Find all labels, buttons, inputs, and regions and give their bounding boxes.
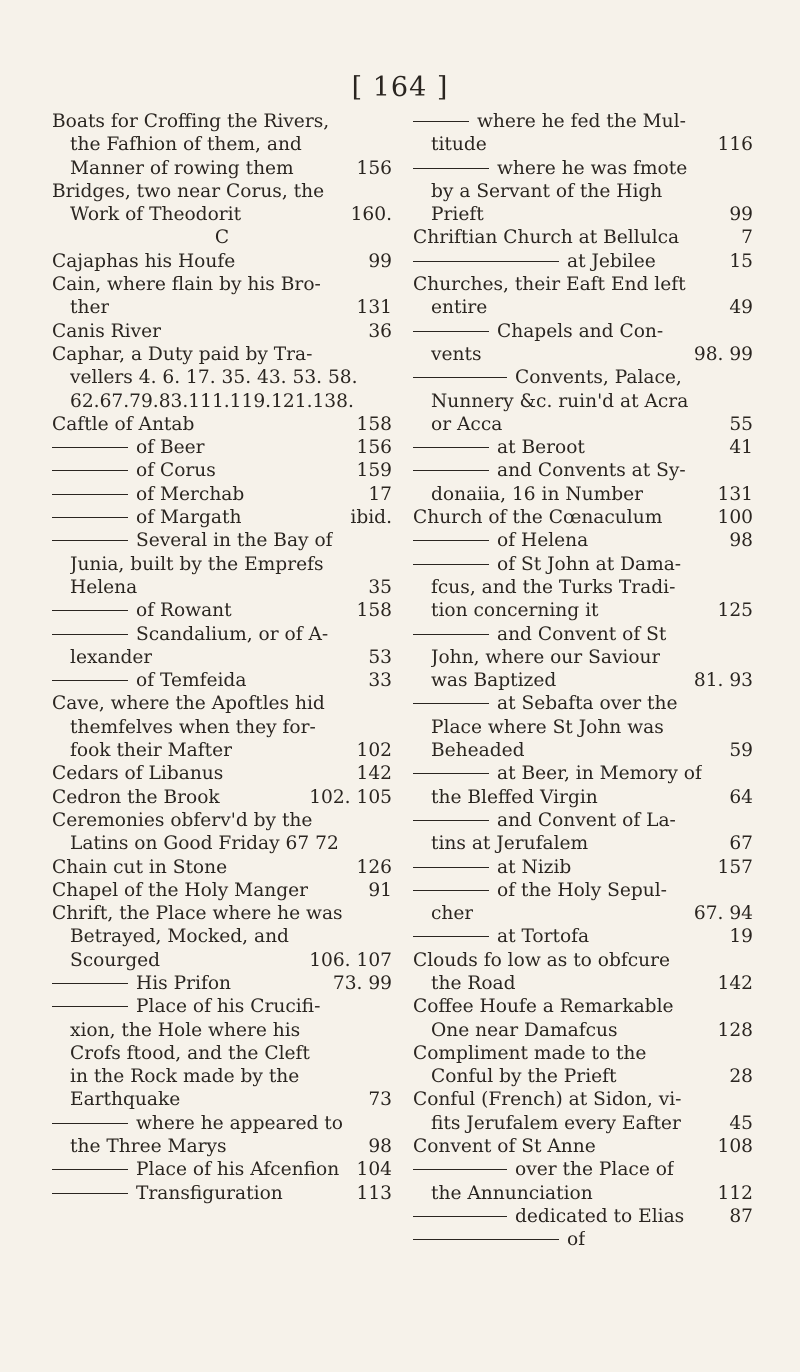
ditto-dash — [52, 470, 128, 471]
ditto-dash — [52, 1123, 128, 1124]
entry-text: fits Jerufalem every Eafter — [431, 1112, 681, 1134]
entry-text: Chriftian Church at Bellulca — [413, 227, 680, 249]
page-reference: 36 — [368, 320, 392, 342]
page-reference: 17 — [368, 483, 392, 505]
page-reference: 49 — [729, 297, 753, 319]
index-column-right — [413, 110, 753, 1252]
page-reference: 104 — [356, 1159, 392, 1181]
index-entry-line — [413, 506, 753, 529]
index-entry-line — [52, 925, 392, 948]
index-entry-line — [52, 692, 392, 715]
index-entry-line — [413, 296, 753, 319]
entry-text: Canis River — [52, 320, 162, 342]
entry-text: Helena — [70, 576, 138, 598]
index-entry-line — [413, 995, 753, 1018]
entry-text: John, where our Saviour — [431, 646, 661, 668]
index-entry-line — [52, 413, 392, 436]
page-reference: 158 — [356, 600, 392, 622]
entry-text: lexander — [70, 646, 153, 668]
ditto-dash — [413, 564, 489, 565]
entry-text: Caftle of Antab — [52, 413, 195, 435]
entry-text: cher — [431, 903, 474, 925]
index-entry-line — [52, 343, 392, 366]
index-entry-line — [413, 529, 753, 552]
index-entry-line — [52, 1158, 392, 1181]
page-reference: 73. 99 — [332, 972, 392, 994]
entry-text: Caphar, a Duty paid by Tra- — [52, 343, 313, 365]
index-entry-line — [52, 669, 392, 692]
entry-text: the Three Marys — [70, 1136, 227, 1158]
entry-text: in the Rock made by the — [70, 1066, 300, 1088]
ditto-dash — [413, 890, 489, 891]
entry-text: vellers 4. 6. 17. 35. 43. 53. 58. — [70, 367, 358, 389]
entry-text: fook their Mafter — [70, 740, 233, 762]
entry-text: Transfiguration — [136, 1182, 283, 1204]
index-entry-line — [413, 972, 753, 995]
index-entry-line — [52, 902, 392, 925]
page-reference: ibid. — [350, 507, 392, 529]
entry-text: ther — [70, 297, 110, 319]
entry-text: at Beroot — [497, 437, 585, 459]
entry-text: at Sebafta over the — [497, 693, 678, 715]
page-reference: 98 — [729, 530, 753, 552]
page-reference: 41 — [729, 437, 753, 459]
ditto-dash — [413, 261, 559, 262]
entry-text: Cedars of Libanus — [52, 763, 224, 785]
entry-text: Cain, where flain by his Bro- — [52, 274, 321, 296]
ditto-dash — [52, 983, 128, 984]
entry-text: of St John at Dama- — [497, 553, 682, 575]
entry-text: and Convent of La- — [497, 809, 676, 831]
page-reference: 116 — [717, 134, 753, 156]
page-reference: 156 — [356, 157, 392, 179]
index-entry-line — [52, 972, 392, 995]
entry-text: of Merchab — [136, 483, 245, 505]
index-entry-line — [413, 1182, 753, 1205]
index-entry-line — [413, 273, 753, 296]
index-entry-line — [413, 250, 753, 273]
entry-text: of the Holy Sepul- — [497, 879, 667, 901]
entry-text: dedicated to Elias — [515, 1205, 685, 1227]
entry-text: Junia, built by the Emprefs — [70, 553, 324, 575]
ditto-dash — [413, 168, 489, 169]
index-entry-line — [52, 553, 392, 576]
index-entry-line — [52, 879, 392, 902]
page-reference: 159 — [356, 460, 392, 482]
page-reference: 142 — [356, 763, 392, 785]
index-entry-line — [52, 459, 392, 482]
ditto-dash — [52, 610, 128, 611]
entry-text: His Prifon — [136, 972, 232, 994]
entry-text: Crofs ftood, and the Cleft — [70, 1042, 310, 1064]
ditto-dash — [413, 867, 489, 868]
page-number: [ 164 ] — [351, 72, 449, 103]
entry-text: 62.67.79.83.111.119.121.138. — [70, 390, 354, 412]
ditto-dash — [52, 540, 128, 541]
entry-text: Convent of St Anne — [413, 1136, 596, 1158]
index-entry-line — [413, 343, 753, 366]
page-reference: 55 — [729, 413, 753, 435]
ditto-dash — [413, 331, 489, 332]
index-entry-line — [52, 599, 392, 622]
entry-text: C — [214, 227, 230, 249]
index-entry-line — [52, 203, 392, 226]
index-entry-line — [52, 949, 392, 972]
entry-text: Latins on Good Friday 67 72 — [70, 833, 339, 855]
entry-text: Scandalium, or of A- — [136, 623, 329, 645]
page-reference: 64 — [729, 786, 753, 808]
index-entry-line — [52, 180, 392, 203]
entry-text: xion, the Hole where his — [70, 1019, 301, 1041]
index-entry-line — [52, 1019, 392, 1042]
entry-text: of Corus — [136, 460, 216, 482]
index-entry-line — [52, 786, 392, 809]
ditto-dash — [413, 1216, 507, 1217]
index-entry-line — [413, 949, 753, 972]
entry-text: Conful by the Prieft — [431, 1066, 617, 1088]
index-entry-line — [52, 506, 392, 529]
entry-text: the Road — [431, 972, 516, 994]
ditto-dash — [413, 936, 489, 937]
index-entry-line — [413, 902, 753, 925]
index-entry-line — [52, 762, 392, 785]
index-entry-line — [413, 1088, 753, 1111]
entry-text: and Convents at Sy- — [497, 460, 686, 482]
index-entry-line — [413, 925, 753, 948]
index-entry-line — [413, 413, 753, 436]
page-reference: 35 — [368, 576, 392, 598]
entry-text: where he appeared to — [136, 1112, 343, 1134]
entry-text: and Convent of St — [497, 623, 667, 645]
index-entry-line — [413, 436, 753, 459]
index-entry-line — [52, 436, 392, 459]
index-entry-line — [413, 716, 753, 739]
entry-text: donaiia, 16 in Number — [431, 483, 644, 505]
entry-text: Beheaded — [431, 740, 525, 762]
index-entry-line — [413, 459, 753, 482]
ditto-dash — [52, 1169, 128, 1170]
index-entry-line — [52, 273, 392, 296]
index-entry-line — [52, 250, 392, 273]
page-reference: 98 — [368, 1136, 392, 1158]
entry-text: at Tortofa — [497, 926, 590, 948]
index-entry-line — [52, 366, 392, 389]
entry-text: of Helena — [497, 530, 589, 552]
index-entry-line — [413, 576, 753, 599]
index-entry-line — [413, 1042, 753, 1065]
page-reference: 59 — [729, 740, 753, 762]
entry-text: Chain cut in Stone — [52, 856, 228, 878]
index-entry-line — [52, 320, 392, 343]
index-entry-line — [52, 133, 392, 156]
index-entry-line — [413, 879, 753, 902]
ditto-dash — [52, 447, 128, 448]
page-reference: 106. 107 — [309, 949, 392, 971]
entry-text: at Jebilee — [567, 250, 656, 272]
entry-text: of Rowant — [136, 600, 232, 622]
ditto-dash — [413, 470, 489, 471]
entry-text: Scourged — [70, 949, 161, 971]
entry-text: Several in the Bay of — [136, 530, 333, 552]
index-entry-line — [413, 762, 753, 785]
page-reference: 87 — [729, 1205, 753, 1227]
ditto-dash — [413, 447, 489, 448]
entry-text: the Bleffed Virgin — [431, 786, 598, 808]
entry-text: Work of Theodorit — [70, 204, 242, 226]
entry-text: Church of the Cœnaculum — [413, 507, 663, 529]
index-entry-line — [413, 1135, 753, 1158]
index-entry-line — [413, 226, 753, 249]
entry-text: Earthquake — [70, 1089, 181, 1111]
entry-text: Cajaphas his Houfe — [52, 250, 236, 272]
entry-text: Cave, where the Apoftles hid — [52, 693, 325, 715]
index-entry-line — [413, 809, 753, 832]
entry-text: of Beer — [136, 437, 205, 459]
entry-text: Churches, their Eaft End left — [413, 274, 686, 296]
index-entry-line — [413, 203, 753, 226]
page-reference: 142 — [717, 972, 753, 994]
ditto-dash — [52, 680, 128, 681]
index-entry-line — [52, 623, 392, 646]
entry-text: Clouds fo low as to obfcure — [413, 949, 671, 971]
entry-text: where he was fmote — [497, 157, 688, 179]
entry-text: fcus, and the Turks Tradi- — [431, 576, 676, 598]
page-reference: 108 — [717, 1136, 753, 1158]
index-entry-line — [413, 133, 753, 156]
entry-text: entire — [431, 297, 488, 319]
ditto-dash — [413, 377, 507, 378]
index-entry-line — [52, 995, 392, 1018]
entry-text: Chrift, the Place where he was — [52, 903, 343, 925]
page-reference: 113 — [356, 1182, 392, 1204]
index-entry-line — [413, 692, 753, 715]
ditto-dash — [413, 820, 489, 821]
page-reference: 102 — [356, 740, 392, 762]
entry-text: Bridges, two near Corus, the — [52, 180, 325, 202]
index-entry-line — [413, 1158, 753, 1181]
entry-text: at Nizib — [497, 856, 572, 878]
entry-text: of — [567, 1229, 586, 1251]
index-entry-line — [413, 669, 753, 692]
entry-text: Prieft — [431, 204, 484, 226]
ditto-dash — [413, 121, 469, 122]
page-reference: 81. 93 — [693, 670, 753, 692]
index-entry-line — [413, 1228, 753, 1251]
entry-text: at Beer, in Memory of — [497, 763, 702, 785]
entry-text: or Acca — [431, 413, 503, 435]
index-entry-line — [413, 483, 753, 506]
page-reference: 157 — [717, 856, 753, 878]
ditto-dash — [413, 1169, 507, 1170]
index-entry-line — [413, 110, 753, 133]
entry-text: Betrayed, Mocked, and — [70, 926, 289, 948]
entry-text: Place of his Crucifi- — [136, 996, 321, 1018]
index-entry-line — [413, 856, 753, 879]
page-reference: 128 — [717, 1019, 753, 1041]
page-reference: 7 — [741, 227, 753, 249]
entry-text: of Temfeida — [136, 670, 247, 692]
index-entry-line — [52, 832, 392, 855]
index-entry-line — [413, 646, 753, 669]
entry-text: over the Place of — [515, 1159, 674, 1181]
entry-text: Convents, Palace, — [515, 367, 682, 389]
index-entry-line — [413, 1205, 753, 1228]
index-entry-line — [413, 157, 753, 180]
page-reference: 19 — [729, 926, 753, 948]
entry-text: Chapel of the Holy Manger — [52, 879, 309, 901]
index-entry-line — [413, 553, 753, 576]
entry-text: where he fed the Mul- — [477, 111, 686, 132]
index-entry-line — [413, 1112, 753, 1135]
entry-text: Chapels and Con- — [497, 320, 664, 342]
index-entry-line — [52, 739, 392, 762]
ditto-dash — [413, 773, 489, 774]
entry-text: One near Damafcus — [431, 1019, 618, 1041]
page-reference: 125 — [717, 600, 753, 622]
index-entry-line — [413, 832, 753, 855]
page-reference: 98. 99 — [693, 343, 753, 365]
ditto-dash — [52, 1006, 128, 1007]
index-entry-line — [52, 809, 392, 832]
page-reference: 158 — [356, 413, 392, 435]
page-reference: 100 — [717, 507, 753, 529]
index-entry-line — [52, 483, 392, 506]
ditto-dash — [413, 540, 489, 541]
page-reference: 102. 105 — [309, 786, 392, 808]
entry-text: Coffee Houfe a Remarkable — [413, 996, 674, 1018]
page-reference: 126 — [356, 856, 392, 878]
page-reference: 131 — [717, 483, 753, 505]
index-entry-line — [52, 157, 392, 180]
page-reference: 33 — [368, 670, 392, 692]
entry-text: Compliment made to the — [413, 1042, 647, 1064]
entry-text: titude — [431, 134, 487, 156]
page-reference: 160. — [350, 204, 392, 226]
ditto-dash — [413, 634, 489, 635]
entry-text: tion concerning it — [431, 600, 599, 622]
index-entry-line — [52, 1042, 392, 1065]
index-entry-line — [413, 180, 753, 203]
index-entry-line — [413, 1065, 753, 1088]
page-reference: 67 — [729, 833, 753, 855]
page-reference: 156 — [356, 437, 392, 459]
entry-text: Conful (French) at Sidon, vi- — [413, 1089, 682, 1111]
index-entry-line — [413, 739, 753, 762]
ditto-dash — [413, 703, 489, 704]
page-reference: 99 — [729, 204, 753, 226]
index-entry-line — [413, 786, 753, 809]
index-entry-line — [413, 1019, 753, 1042]
index-entry-line — [413, 390, 753, 413]
entry-text: of Margath — [136, 507, 242, 529]
entry-text: the Fafhion of them, and — [70, 134, 302, 156]
entry-text: by a Servant of the High — [431, 180, 663, 202]
index-entry-line — [413, 320, 753, 343]
index-entry-line — [52, 1182, 392, 1205]
index-column-left — [52, 110, 392, 1205]
index-entry-line — [52, 296, 392, 319]
index-entry-line — [52, 856, 392, 879]
ditto-dash — [52, 494, 128, 495]
entry-text: themfelves when they for- — [70, 716, 316, 738]
ditto-dash — [52, 634, 128, 635]
entry-text: Boats for Croffing the Rivers, — [52, 111, 330, 132]
page-reference: 91 — [368, 879, 392, 901]
entry-text: tins at Jerufalem — [431, 833, 589, 855]
page-reference: 112 — [717, 1182, 753, 1204]
index-entry-line — [52, 1112, 392, 1135]
page-reference: 99 — [368, 250, 392, 272]
entry-text: was Baptized — [431, 670, 557, 692]
index-entry-line — [52, 1088, 392, 1111]
page-reference: 73 — [368, 1089, 392, 1111]
entry-text: Place of his Afcenfion — [136, 1159, 340, 1181]
page-reference: 15 — [729, 250, 753, 272]
index-entry-line — [52, 716, 392, 739]
page-reference: 28 — [729, 1066, 753, 1088]
entry-text: Cedron the Brook — [52, 786, 220, 808]
page-reference: 45 — [729, 1112, 753, 1134]
index-entry-line — [52, 529, 392, 552]
ditto-dash — [52, 517, 128, 518]
index-entry-line — [52, 646, 392, 669]
index-section-letter — [52, 226, 392, 249]
page-reference: 67. 94 — [693, 903, 753, 925]
index-entry-line — [413, 366, 753, 389]
ditto-dash — [413, 1239, 559, 1240]
page-reference: 131 — [356, 297, 392, 319]
ditto-dash — [52, 1193, 128, 1194]
index-entry-line — [52, 390, 392, 413]
entry-text: Place where St John was — [431, 716, 664, 738]
entry-text: the Annunciation — [431, 1182, 593, 1204]
index-entry-line — [52, 1065, 392, 1088]
entry-text: Ceremonies obferv'd by the — [52, 809, 313, 831]
entry-text: Nunnery &c. ruin'd at Acra — [431, 390, 689, 412]
entry-text: Manner of rowing them — [70, 157, 294, 179]
index-entry-line — [52, 1135, 392, 1158]
index-entry-line — [52, 110, 392, 133]
page-reference: 53 — [368, 646, 392, 668]
index-entry-line — [413, 623, 753, 646]
index-entry-line — [413, 599, 753, 622]
index-entry-line — [52, 576, 392, 599]
entry-text: vents — [431, 343, 482, 365]
